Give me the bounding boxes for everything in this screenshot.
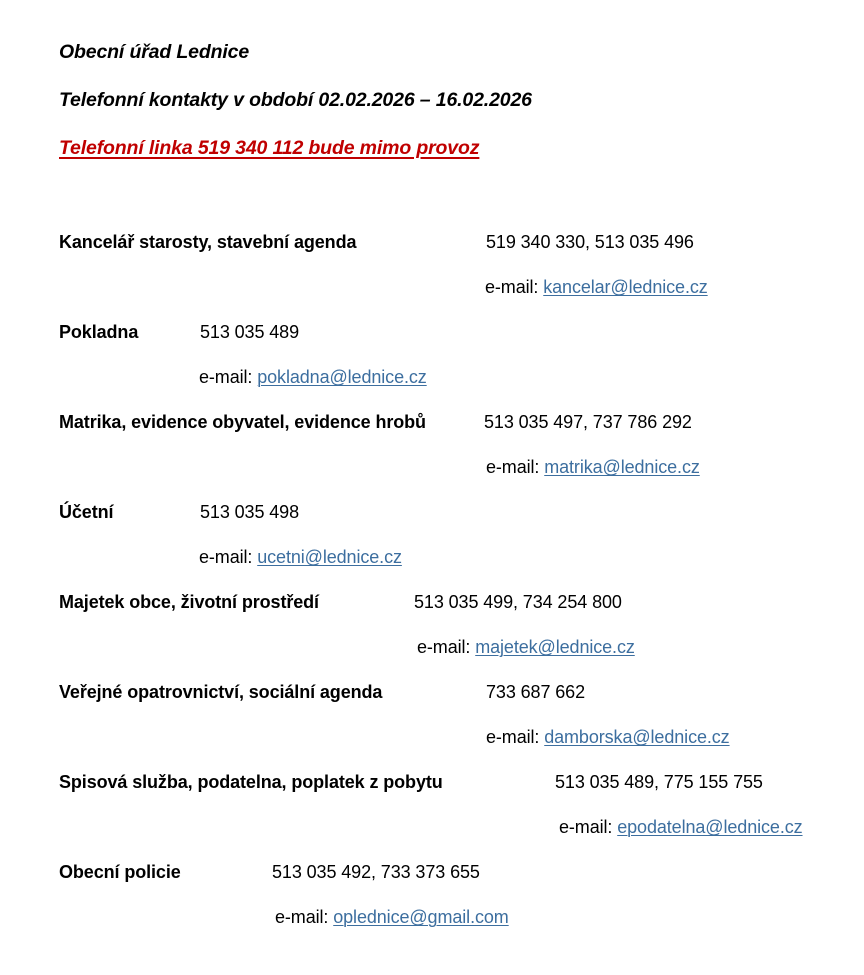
department-label: Účetní (59, 502, 114, 522)
contact-primary-line (0, 490, 864, 535)
contact-email-line (0, 625, 864, 670)
contact-email-line (0, 805, 864, 850)
contact-primary-line (0, 400, 864, 445)
phone-numbers: 513 035 489, 775 155 755 (555, 772, 763, 792)
contact-row (0, 580, 864, 670)
contact-email-line (0, 355, 864, 400)
contact-row (0, 310, 864, 400)
email-group (486, 715, 730, 760)
contact-row (0, 400, 864, 490)
department-label: Pokladna (59, 322, 139, 342)
contact-primary-line (0, 220, 864, 265)
email-label: e-mail: (199, 367, 253, 387)
email-label: e-mail: (485, 277, 539, 297)
document-header (59, 28, 839, 172)
contact-row (0, 850, 864, 940)
email-group (485, 265, 708, 310)
phone-numbers: 513 035 497, 737 786 292 (484, 412, 692, 432)
contact-row (0, 670, 864, 760)
office-title: Obecní úřad Lednice (59, 41, 250, 63)
email-label: e-mail: (417, 637, 471, 657)
department-label: Kancelář starosty, stavební agenda (59, 232, 357, 252)
contact-email-line (0, 895, 864, 940)
email-link[interactable]: oplednice@gmail.com (333, 907, 509, 927)
contact-row (0, 220, 864, 310)
email-link[interactable]: damborska@lednice.cz (544, 727, 730, 747)
contact-primary-line (0, 310, 864, 355)
email-label: e-mail: (275, 907, 329, 927)
email-group (559, 805, 803, 850)
contact-email-line (0, 445, 864, 490)
email-group (199, 355, 427, 400)
phone-numbers: 733 687 662 (486, 682, 585, 702)
department-label: Spisová služba, podatelna, poplatek z pobytu (59, 772, 443, 792)
outage-notice: Telefonní linka 519 340 112 bude mimo provoz (59, 137, 480, 159)
department-label: Obecní policie (59, 862, 181, 882)
contact-row (0, 760, 864, 850)
period-heading: Telefonní kontakty v období 02.02.2026 – 16.02.2026 (59, 89, 532, 111)
phone-numbers: 513 035 499, 734 254 800 (414, 592, 622, 612)
department-label: Matrika, evidence obyvatel, evidence hrobů (59, 412, 426, 432)
email-link[interactable]: majetek@lednice.cz (475, 637, 635, 657)
contact-email-line (0, 265, 864, 310)
contact-primary-line (0, 670, 864, 715)
phone-numbers: 513 035 498 (200, 502, 299, 522)
email-link[interactable]: matrika@lednice.cz (544, 457, 700, 477)
email-link[interactable]: epodatelna@lednice.cz (617, 817, 803, 837)
email-label: e-mail: (199, 547, 253, 567)
email-group (199, 535, 402, 580)
email-group (486, 445, 700, 490)
department-label: Majetek obce, životní prostředí (59, 592, 319, 612)
phone-numbers: 513 035 489 (200, 322, 299, 342)
email-group (275, 895, 509, 940)
email-link[interactable]: ucetni@lednice.cz (257, 547, 402, 567)
contact-primary-line (0, 850, 864, 895)
email-label: e-mail: (486, 727, 540, 747)
contact-primary-line (0, 580, 864, 625)
email-label: e-mail: (486, 457, 540, 477)
email-link[interactable]: kancelar@lednice.cz (543, 277, 708, 297)
phone-numbers: 513 035 492, 733 373 655 (272, 862, 480, 882)
phone-numbers: 519 340 330, 513 035 496 (486, 232, 694, 252)
contact-email-line (0, 715, 864, 760)
contact-row (0, 490, 864, 580)
department-label: Veřejné opatrovnictví, sociální agenda (59, 682, 383, 702)
contact-list (0, 220, 864, 940)
contact-email-line (0, 535, 864, 580)
email-label: e-mail: (559, 817, 613, 837)
email-link[interactable]: pokladna@lednice.cz (257, 367, 427, 387)
email-group (417, 625, 635, 670)
contact-primary-line (0, 760, 864, 805)
